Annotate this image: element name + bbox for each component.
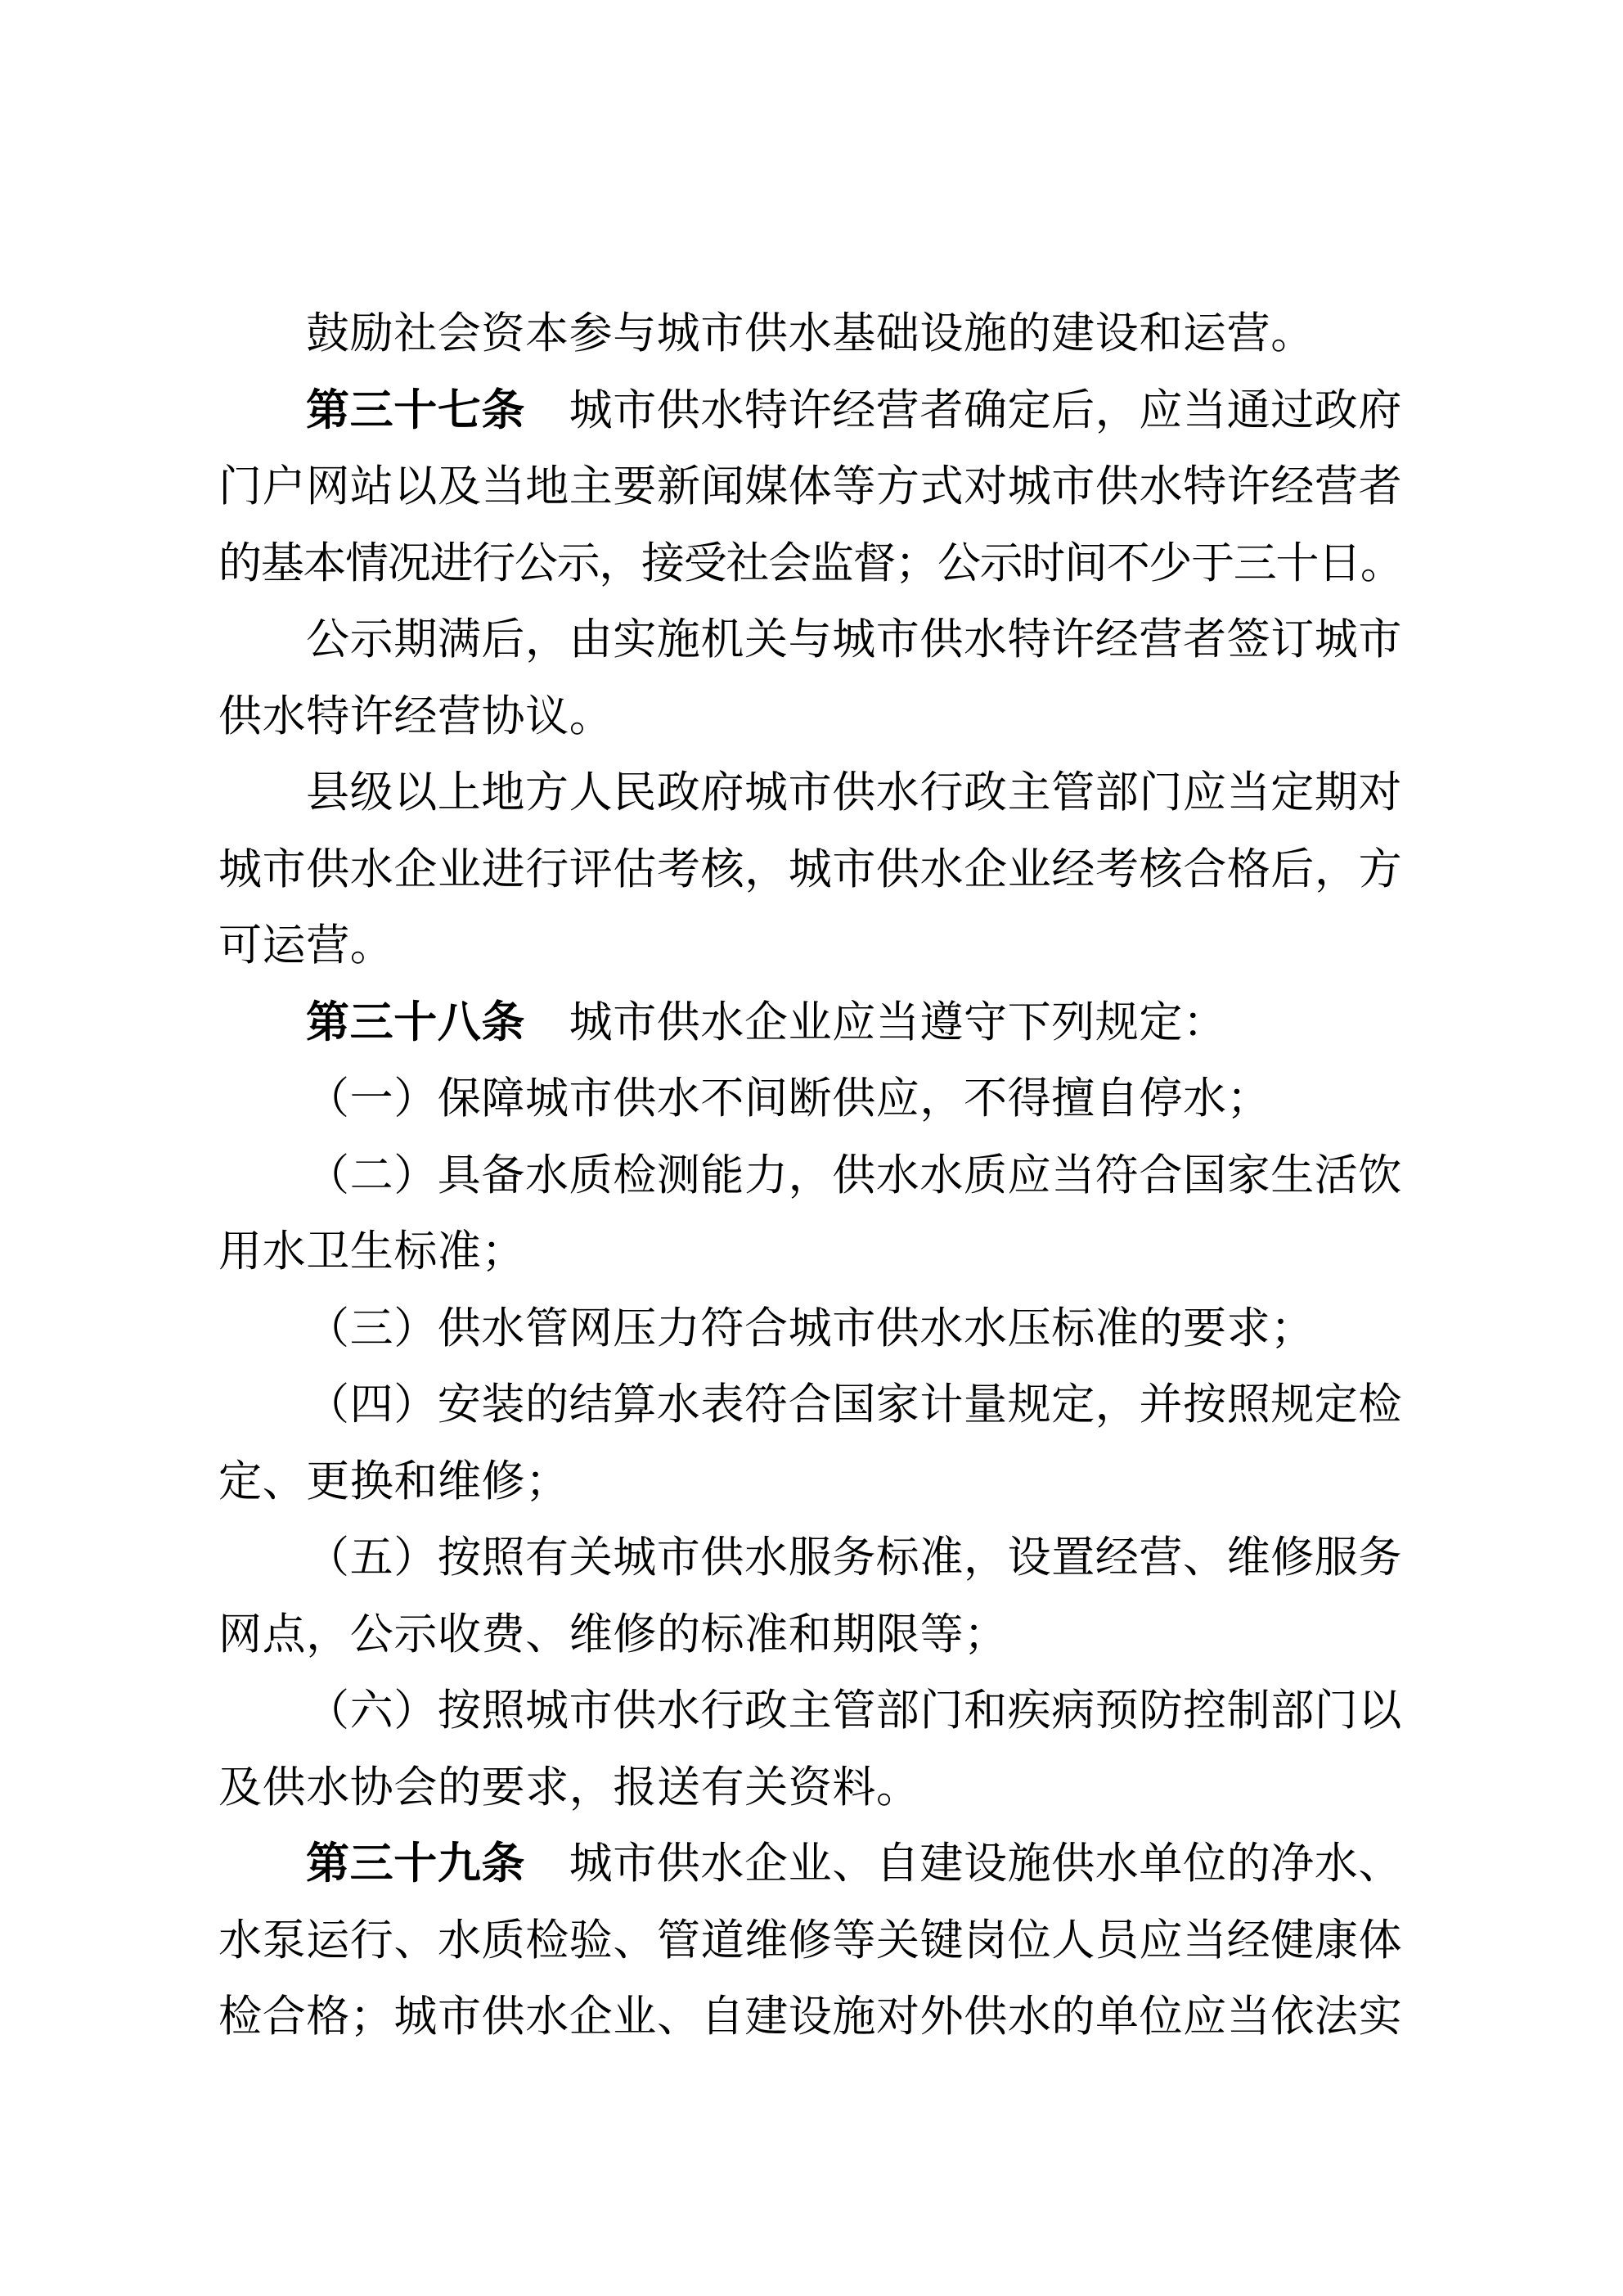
text-segment: 定、更换和维修； xyxy=(218,1457,569,1506)
text-segment: （四）安装的结算水表符合国家计量规定，并按照规定检 xyxy=(306,1381,1402,1429)
text-line xyxy=(218,1903,1421,1980)
text-line xyxy=(218,1826,1421,1903)
text-line xyxy=(218,832,1421,909)
text-segment: 供水特许经营协议。 xyxy=(218,692,614,741)
text-line xyxy=(218,602,1421,679)
text-segment: 检合格；城市供水企业、自建设施对外供水的单位应当依法实 xyxy=(218,1993,1403,2041)
text-line xyxy=(218,1291,1421,1368)
text-line xyxy=(218,526,1421,603)
text-line xyxy=(218,449,1421,526)
article-number: 第三十七条 xyxy=(306,386,525,434)
text-segment: 及供水协会的要求，报送有关资料。 xyxy=(218,1763,920,1812)
text-segment: 公示期满后，由实施机关与城市供水特许经营者签订城市 xyxy=(306,616,1402,664)
text-line xyxy=(218,985,1421,1062)
text-line xyxy=(218,679,1421,756)
text-segment: （五）按照有关城市供水服务标准，设置经营、维修服务 xyxy=(306,1534,1402,1582)
text-segment: 水泵运行、水质检验、管道维修等关键岗位人员应当经健康体 xyxy=(218,1916,1403,1965)
text-segment: （二）具备水质检测能力，供水水质应当符合国家生活饮 xyxy=(306,1151,1402,1200)
text-segment: 鼓励社会资本参与城市供水基础设施的建设和运营。 xyxy=(306,310,1315,358)
text-line xyxy=(218,755,1421,832)
text-line xyxy=(218,1367,1421,1444)
text-segment: （一）保障城市供水不间断供应，不得擅自停水； xyxy=(306,1075,1271,1123)
text-segment: （六）按照城市供水行政主管部门和疾病预防控制部门以 xyxy=(306,1687,1402,1735)
text-line xyxy=(218,1597,1421,1674)
text-line xyxy=(218,1444,1421,1521)
text-line xyxy=(218,373,1421,450)
text-line xyxy=(218,1750,1421,1827)
text-segment: （三）供水管网压力符合城市供水水压标准的要求； xyxy=(306,1304,1315,1353)
text-segment: 城市供水企业应当遵守下列规定： xyxy=(525,998,1227,1047)
text-segment: 门户网站以及当地主要新闻媒体等方式对城市供水特许经营者 xyxy=(218,463,1403,511)
text-segment: 城市供水企业进行评估考核，城市供水企业经考核合格后，方 xyxy=(218,845,1403,894)
text-line xyxy=(218,1214,1421,1291)
article-number: 第三十九条 xyxy=(306,1840,525,1888)
text-segment: 城市供水特许经营者确定后，应当通过政府 xyxy=(525,386,1402,434)
text-line xyxy=(218,1061,1421,1138)
text-segment: 城市供水企业、自建设施供水单位的净水、 xyxy=(525,1840,1402,1888)
text-line xyxy=(218,1520,1421,1597)
text-line xyxy=(218,1138,1421,1215)
text-line xyxy=(218,1979,1421,2056)
text-segment: 的基本情况进行公示，接受社会监督；公示时间不少于三十日。 xyxy=(218,539,1403,588)
document-body xyxy=(218,296,1421,2056)
text-line xyxy=(218,908,1421,985)
text-segment: 可运营。 xyxy=(218,922,394,970)
text-segment: 用水卫生标准； xyxy=(218,1228,526,1276)
text-segment: 县级以上地方人民政府城市供水行政主管部门应当定期对 xyxy=(306,769,1402,817)
text-line xyxy=(218,1673,1421,1750)
article-number: 第三十八条 xyxy=(306,998,525,1047)
text-line xyxy=(218,296,1421,373)
text-segment: 网点，公示收费、维修的标准和期限等； xyxy=(218,1610,1008,1659)
